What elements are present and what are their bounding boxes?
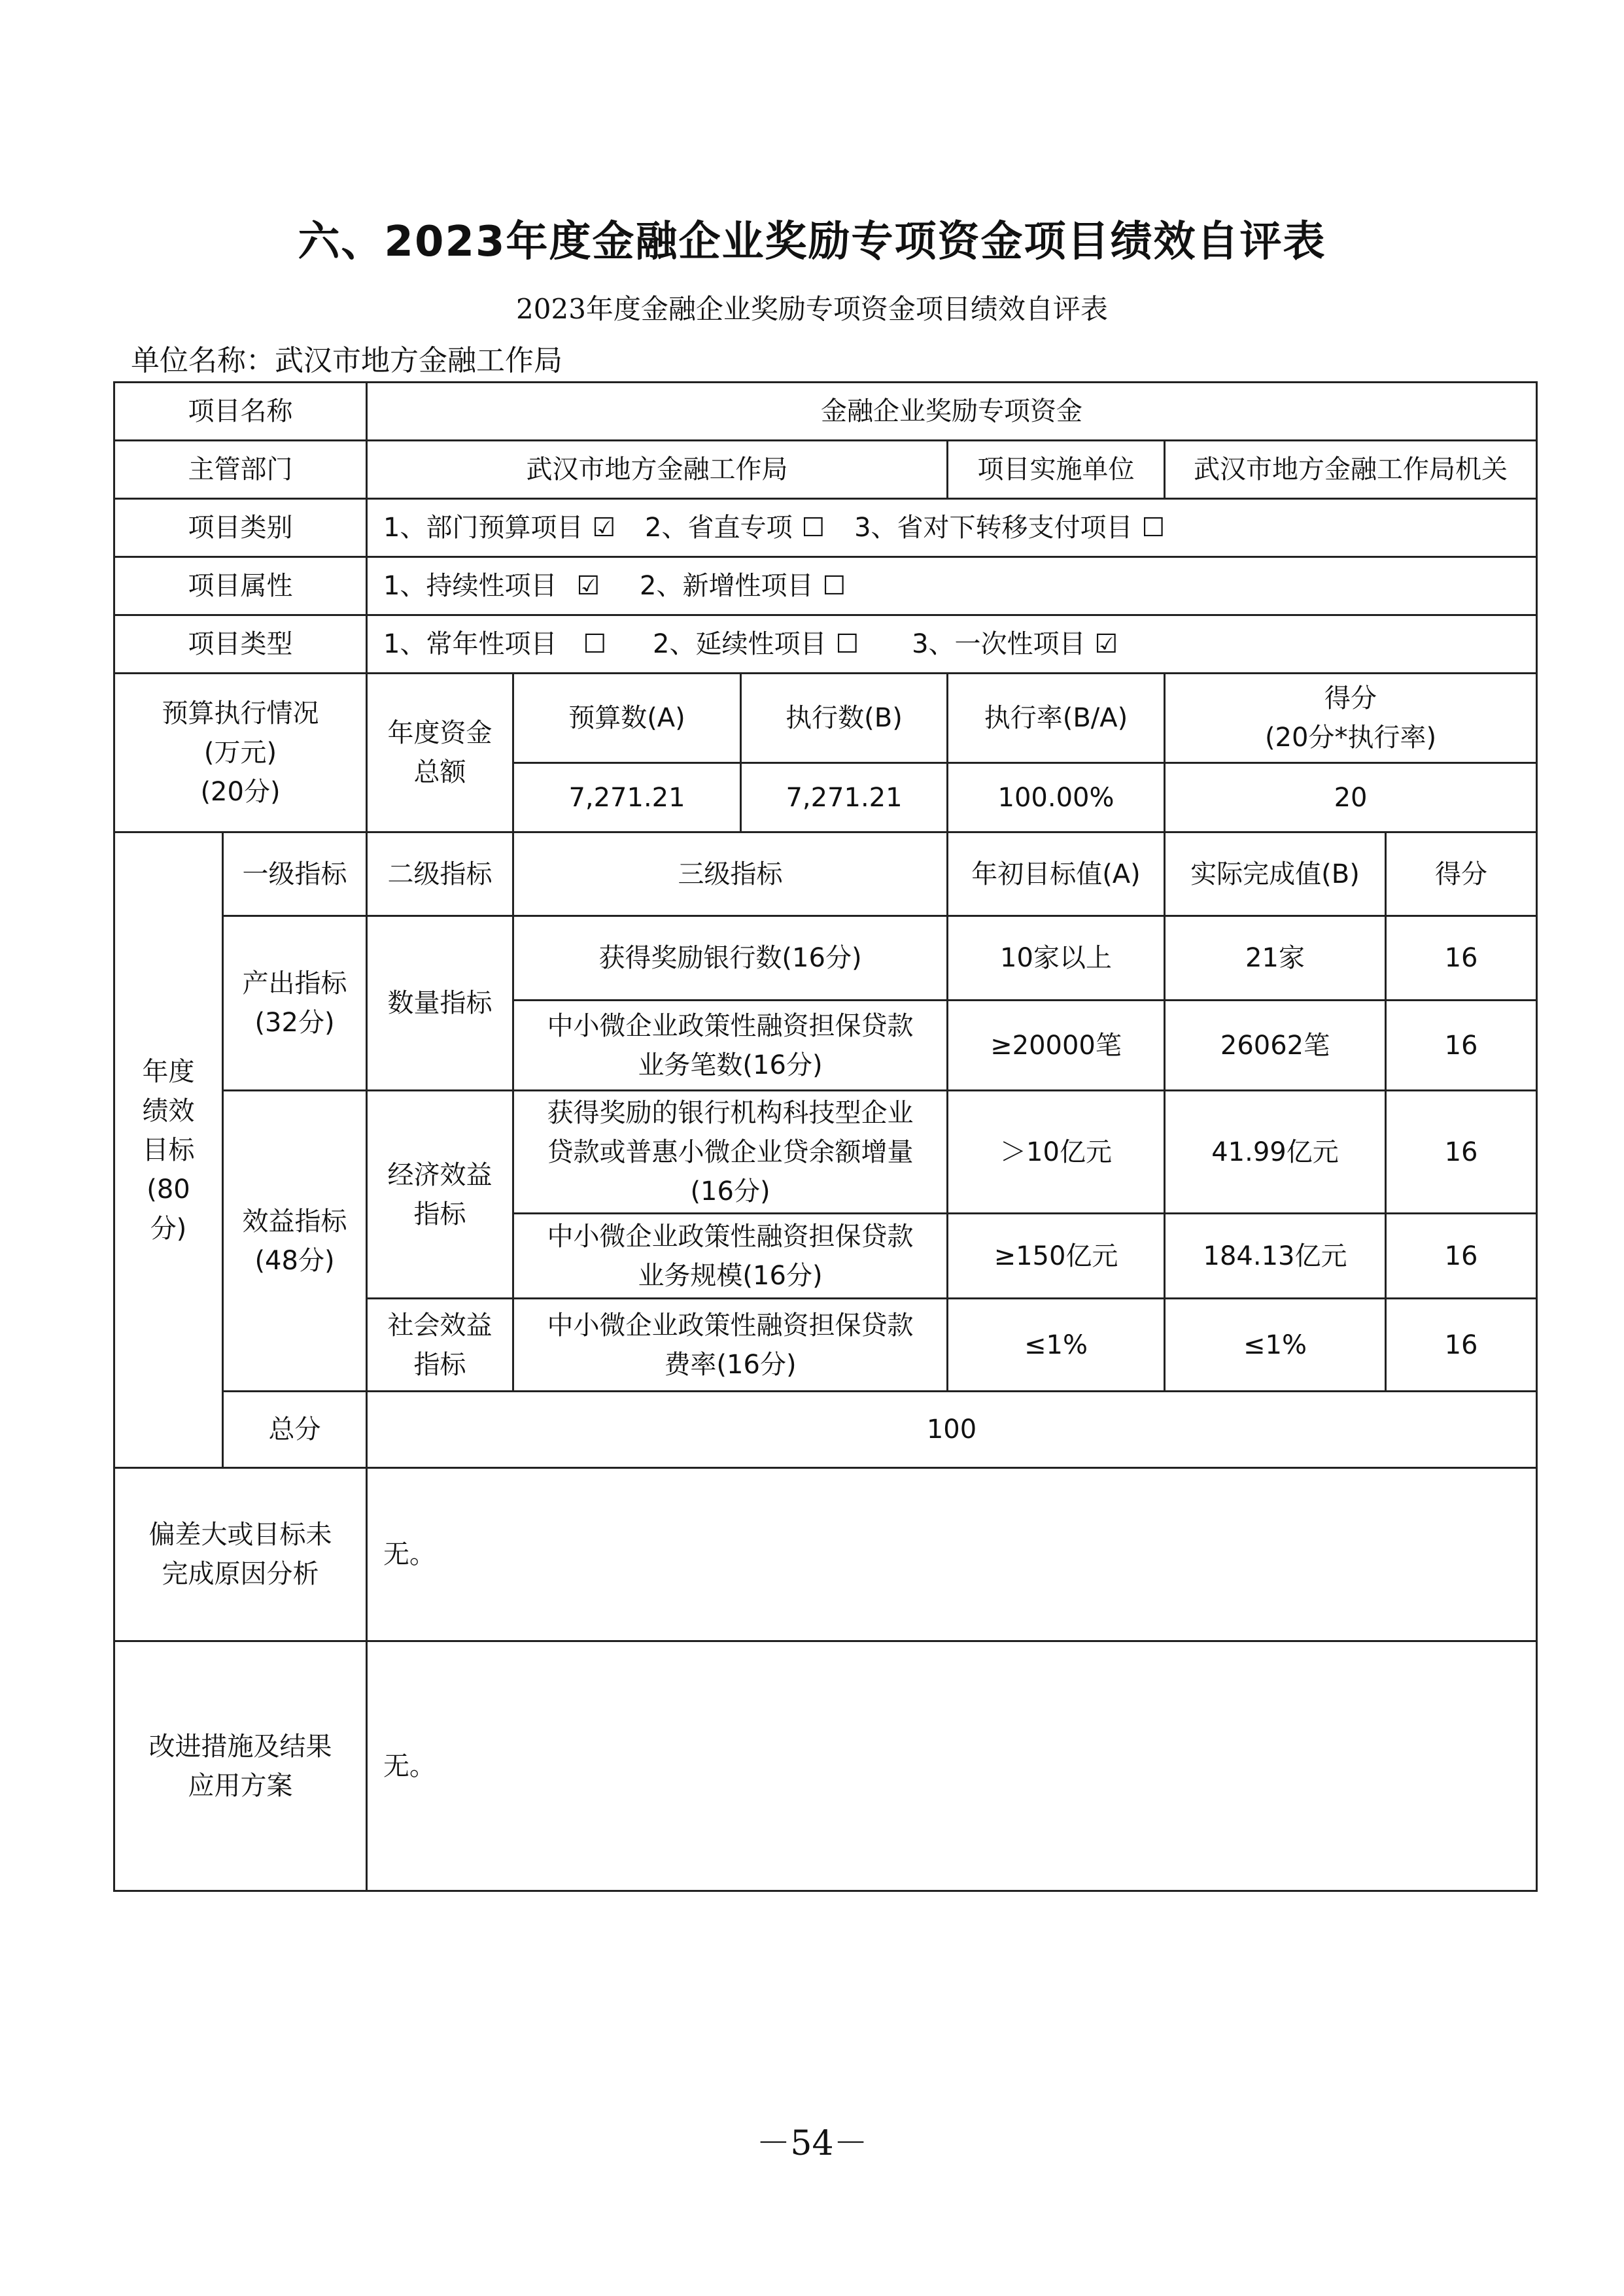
score-value: 16 <box>1386 1214 1537 1299</box>
benefit-indicator: 效益指标 (48分) <box>223 1091 367 1392</box>
checkbox-icon: ☐ <box>835 629 859 659</box>
page-number: －54－ <box>756 2124 868 2163</box>
target-value: ＞10亿元 <box>948 1091 1165 1214</box>
dept-label: 主管部门 <box>114 441 367 499</box>
quantity-indicator: 数量指标 <box>367 916 513 1091</box>
type-label: 项目类型 <box>114 615 367 674</box>
type-options <box>367 615 1537 674</box>
category-options <box>367 499 1537 557</box>
actual-value: 184.13亿元 <box>1165 1214 1386 1299</box>
checkbox-icon: ☐ <box>583 629 607 659</box>
annual-total-label: 年度资金 总额 <box>367 674 513 832</box>
total-label: 总分 <box>223 1392 367 1468</box>
level3-item: 中小微企业政策性融资担保贷款 业务规模(16分) <box>513 1214 948 1299</box>
score-value: 16 <box>1386 1091 1537 1214</box>
level3-header: 三级指标 <box>513 832 948 916</box>
improve-label: 改进措施及结果 应用方案 <box>114 1641 367 1891</box>
target-value: ≥20000笔 <box>948 1001 1165 1091</box>
deviation-value: 无。 <box>367 1468 1537 1641</box>
total-value: 100 <box>367 1392 1537 1468</box>
category-label: 项目类别 <box>114 499 367 557</box>
actual-value: 26062笔 <box>1165 1001 1386 1091</box>
actual-value: 41.99亿元 <box>1165 1091 1386 1214</box>
table-subtitle: 2023年度金融企业奖励专项资金项目绩效自评表 <box>516 293 1108 325</box>
score-header: 得分 <box>1386 832 1537 916</box>
type-option: 3、一次性项目 ☑ <box>912 629 1118 659</box>
row-type <box>114 615 1537 674</box>
category-option: 2、省直专项 ☐ <box>645 513 825 543</box>
improve-value: 无。 <box>367 1641 1537 1891</box>
actual-header: 实际完成值(B) <box>1165 832 1386 916</box>
checkbox-icon: ☑ <box>592 513 616 543</box>
type-option: 2、延续性项目 ☐ <box>653 629 859 659</box>
actual-value: ≤1% <box>1165 1299 1386 1392</box>
row-total <box>114 1392 1537 1468</box>
row-project-name <box>114 383 1537 441</box>
target-value: ≥150亿元 <box>948 1214 1165 1299</box>
social-indicator: 社会效益 指标 <box>367 1299 513 1392</box>
exec-rate-value: 100.00% <box>948 763 1165 832</box>
dept-value: 武汉市地方金融工作局 <box>367 441 948 499</box>
row-perf-header <box>114 832 1537 916</box>
exec-amount-header: 执行数(B) <box>741 674 948 763</box>
checkbox-icon: ☐ <box>801 513 825 543</box>
output-indicator: 产出指标 (32分) <box>223 916 367 1091</box>
type-option: 1、常年性项目 ☐ <box>383 629 607 659</box>
exec-rate-header: 执行率(B/A) <box>948 674 1165 763</box>
evaluation-table <box>113 381 1538 1892</box>
table-row <box>114 1091 1537 1214</box>
category-option: 1、部门预算项目 ☑ <box>383 513 616 543</box>
target-value: 10家以上 <box>948 916 1165 1001</box>
level3-item: 获得奖励银行数(16分) <box>513 916 948 1001</box>
row-attribute <box>114 557 1537 615</box>
deviation-label: 偏差大或目标未 完成原因分析 <box>114 1468 367 1641</box>
budget-amount-value: 7,271.21 <box>513 763 741 832</box>
level2-header: 二级指标 <box>367 832 513 916</box>
checkbox-icon: ☑ <box>1094 629 1118 659</box>
row-category <box>114 499 1537 557</box>
impl-unit-value: 武汉市地方金融工作局机关 <box>1165 441 1537 499</box>
actual-value: 21家 <box>1165 916 1386 1001</box>
project-name-value: 金融企业奖励专项资金 <box>367 383 1537 441</box>
exec-amount-value: 7,271.21 <box>741 763 948 832</box>
checkbox-icon: ☑ <box>576 571 600 601</box>
level3-item: 中小微企业政策性融资担保贷款 费率(16分) <box>513 1299 948 1392</box>
row-deviation <box>114 1468 1537 1641</box>
level3-item: 中小微企业政策性融资担保贷款 业务笔数(16分) <box>513 1001 948 1091</box>
budget-score-value: 20 <box>1165 763 1537 832</box>
target-value: ≤1% <box>948 1299 1165 1392</box>
unit-name: 单位名称：武汉市地方金融工作局 <box>131 344 562 377</box>
row-dept <box>114 441 1537 499</box>
row-improve <box>114 1641 1537 1891</box>
perf-side-label: 年度 绩效 目标 (80 分) <box>114 832 223 1468</box>
budget-amount-header: 预算数(A) <box>513 674 741 763</box>
target-header: 年初目标值(A) <box>948 832 1165 916</box>
page-title: 六、2023年度金融企业奖励专项资金项目绩效自评表 <box>298 218 1326 266</box>
score-value: 16 <box>1386 1299 1537 1392</box>
attribute-options <box>367 557 1537 615</box>
row-budget-header <box>114 674 1537 763</box>
score-value: 16 <box>1386 916 1537 1001</box>
table-row <box>114 916 1537 1001</box>
checkbox-icon: ☐ <box>1141 513 1166 543</box>
attribute-label: 项目属性 <box>114 557 367 615</box>
level3-item: 获得奖励的银行机构科技型企业 贷款或普惠小微企业贷余额增量 (16分) <box>513 1091 948 1214</box>
level1-header: 一级指标 <box>223 832 367 916</box>
attribute-option: 2、新增性项目 ☐ <box>640 571 846 601</box>
budget-score-header: 得分 (20分*执行率) <box>1165 674 1537 763</box>
score-value: 16 <box>1386 1001 1537 1091</box>
economic-indicator: 经济效益 指标 <box>367 1091 513 1299</box>
checkbox-icon: ☐ <box>822 571 846 601</box>
project-name-label: 项目名称 <box>114 383 367 441</box>
impl-unit-label: 项目实施单位 <box>948 441 1165 499</box>
evaluation-table-wrapper <box>113 381 1536 1892</box>
category-option: 3、省对下转移支付项目 ☐ <box>854 513 1166 543</box>
budget-label: 预算执行情况 (万元) (20分) <box>114 674 367 832</box>
attribute-option: 1、持续性项目 ☑ <box>383 571 600 601</box>
